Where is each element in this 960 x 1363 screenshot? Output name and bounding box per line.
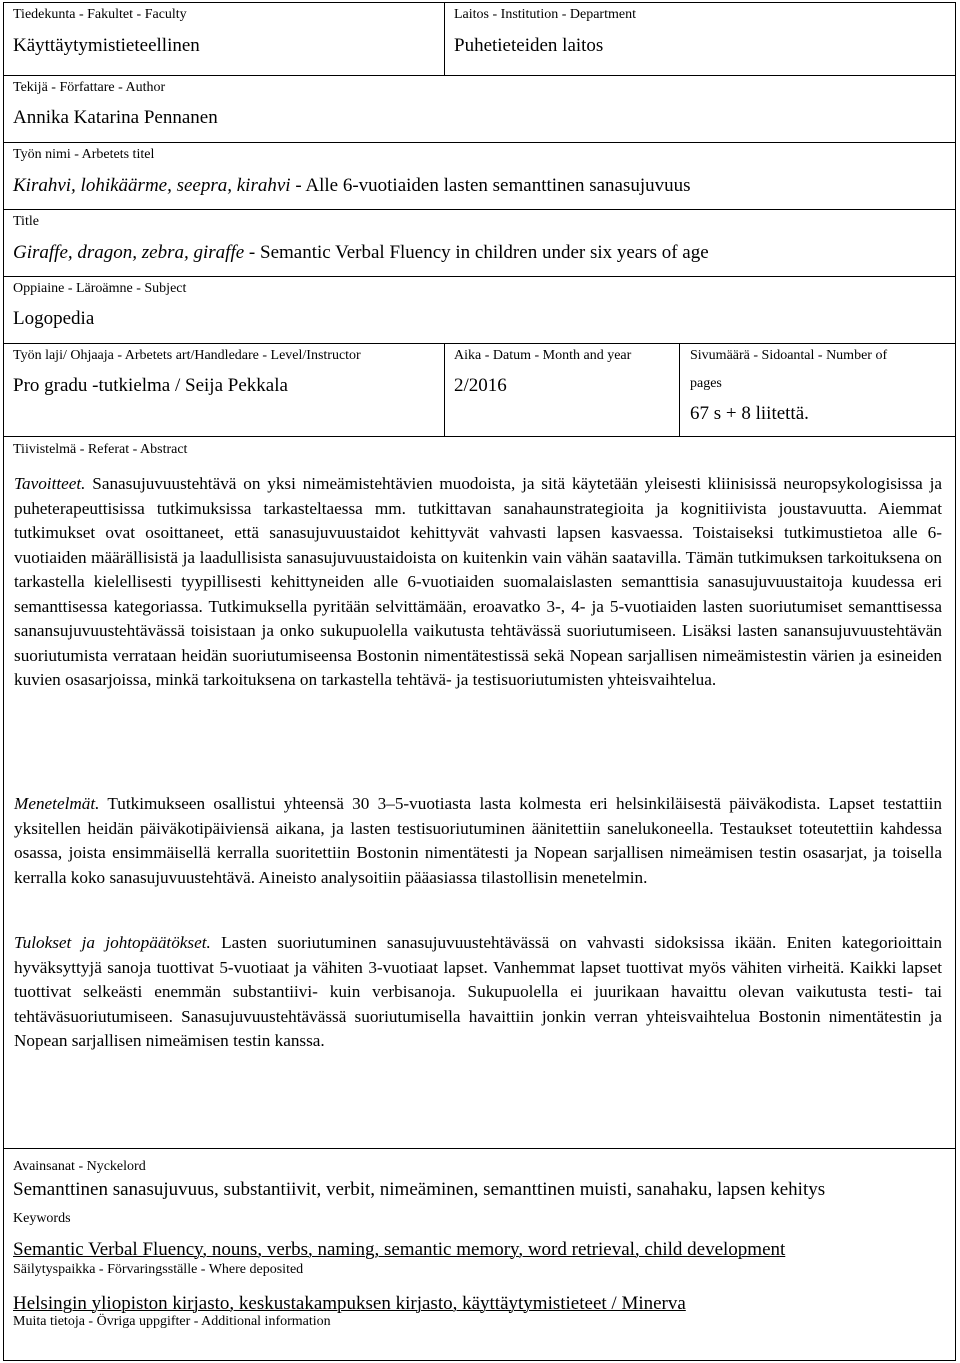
divider [4, 209, 955, 210]
author-label: Tekijä - Författare - Author [13, 80, 166, 95]
title-fi-label: Työn nimi - Arbetets titel [13, 147, 155, 162]
title-en-label: Title [13, 214, 39, 229]
title-en-value: Giraffe, dragon, zebra, giraffe - Semantic Verbal Fluency in children under six years of age [13, 242, 709, 263]
keywords-en-value: Semantic Verbal Fluency, nouns, verbs, naming, semantic memory, word retrieval, child development [13, 1239, 786, 1260]
additional-info-label: Muita tietoja - Övriga uppgifter - Additional information [13, 1314, 331, 1329]
pages-value: 67 s + 8 liitettä. [690, 403, 809, 424]
title-fi-value: Kirahvi, lohikäärme, seepra, kirahvi - Alle 6-vuotiaiden lasten semanttinen sanasujuvuus [13, 175, 691, 196]
keywords-en-label: Keywords [13, 1211, 71, 1226]
subject-value: Logopedia [13, 308, 95, 329]
department-value: Puhetieteiden laitos [454, 35, 604, 56]
abstract-label: Tiivistelmä - Referat - Abstract [13, 442, 188, 457]
deposited-label: Säilytyspaikka - Förvaringsställe - Where deposited [13, 1262, 304, 1277]
date-value: 2/2016 [454, 375, 507, 396]
divider [4, 276, 955, 277]
divider [444, 3, 445, 75]
level-label: Työn laji/ Ohjaaja - Arbetets art/Handledare - Level/Instructor [13, 348, 361, 363]
keywords-fi-label: Avainsanat - Nyckelord [13, 1159, 146, 1174]
deposited-value: Helsingin yliopiston kirjasto, keskustakampuksen kirjasto, käyttäytymistieteet / Minerva [13, 1293, 686, 1314]
faculty-label: Tiedekunta - Fakultet - Faculty [13, 7, 187, 22]
divider [4, 75, 955, 76]
pages-label-2: pages [690, 376, 722, 391]
abstract-paragraph-results: Tulokset ja johtopäätökset. Lasten suoriutuminen sanasujuvuustehtävässä on vahvasti sidoksissa ikään. Eniten kategorioittain hyväksyttyjä sanoja tuottivat 5-vuotiaat ja vähiten 3-vuotiaat lapset. Vanhemmat lapset tuottivat myös vähiten virheitä. Kaikki lapset tuottivat selkeästi enemmän substantiivi- kuin verbisanoja. Sukupuolella ei juurikaan havaittu olevan vaikutusta testi- tai tehtäväsuoriutumiseen. Sanasujuvuustehtävässä suoriutumisella havaittiin jonkin verran yhteisvaihtelua Bostonin nimentätestin ja Nopean sarjallisen nimeämisen testin kanssa. [14, 933, 942, 1050]
divider [679, 343, 680, 436]
level-value: Pro gradu -tutkielma / Seija Pekkala [13, 375, 288, 396]
author-value: Annika Katarina Pennanen [13, 107, 218, 128]
divider [444, 343, 445, 436]
faculty-value: Käyttäytymistieteellinen [13, 35, 200, 56]
divider [4, 1148, 955, 1149]
keywords-fi-value: Semanttinen sanasujuvuus, substantiivit, verbit, nimeäminen, semanttinen muisti, sanahaku, lapsen kehitys [13, 1179, 826, 1200]
abstract-form [3, 2, 956, 1361]
subject-label: Oppiaine - Läroämne - Subject [13, 281, 187, 296]
abstract-paragraph-methods: Menetelmät. Tutkimukseen osallistui yhteensä 30 3‒5-vuotiasta lasta kolmesta eri helsinkiläisestä päiväkodista. Lapset testattiin yksitellen heidän päiväkotipäiviensä aikana, ja lasten testisuoriutuminen äänitettiin sanelukoneella. Testaukset toteutettiin kahdessa osassa, joista ensimmäisellä kerralla suoritettiin Bostonin nimentätesti ja Nopean sarjallisen nimeämisen testin osasarjat, ja toisella kerralla koko sanasujuvuustehtävä. Aineisto analysoitiin pääasiassa tilastollisin menetelmin. [14, 794, 942, 887]
divider [4, 142, 955, 143]
date-label: Aika - Datum - Month and year [454, 348, 632, 363]
divider [4, 343, 955, 344]
pages-label: Sivumäärä - Sidoantal - Number of [690, 348, 888, 363]
divider [4, 436, 955, 437]
department-label: Laitos - Institution - Department [454, 7, 636, 22]
abstract-paragraph-objectives: Tavoitteet. Sanasujuvuustehtävä on yksi nimeämistehtävien muodoista, ja sitä käytetään yleisesti kliinisissä neuropsykologisissa ja puheterapeuttisissa tutkimuksissa tarkasteltaessa mm. tutkittavan sanahaunstrategioita ja kognitiivista joustavuutta. Aiemmat tutkimukset ovat osoittaneet, että sanasujuvuustaidot kehittyvät vahvasti lapsen kasvaessa. Toistaiseksi tutkimustietoa alle 6-vuotiaiden määrällisistä ja laadullisista sanasujuvuustaidoista on kuitenkin vain vähän saatavilla. Tämän tutkimuksen tarkoituksena on tarkastella kielellisesti tyypillisesti kehittyneiden alle 6-vuotiaiden suomalaislasten semanttisia sanasujuvuustaitoja kuudessa eri semanttisessa kategoriassa. Tutkimuksella pyritään selvittämään, eroavatko 3-, 4- ja 5-vuotiaiden lasten suoriutumiset semanttisessa sanansujuvuustehtävässä toisistaan ja onko sukupuolella vaikutusta tehtävässä suoriutumiseen. Lisäksi lasten sanansujuvuustehtävän suoriutumista verrataan heidän suoriutumiseensa Bostonin nimentätestissä sekä Nopean sarjallisen nimeämistestin värien ja esineiden kuvien osasarjoissa, minkä tarkoituksena on tarkastella tehtävä- ja testisuoriutumisten yhteisvaihtelua. [14, 474, 942, 689]
